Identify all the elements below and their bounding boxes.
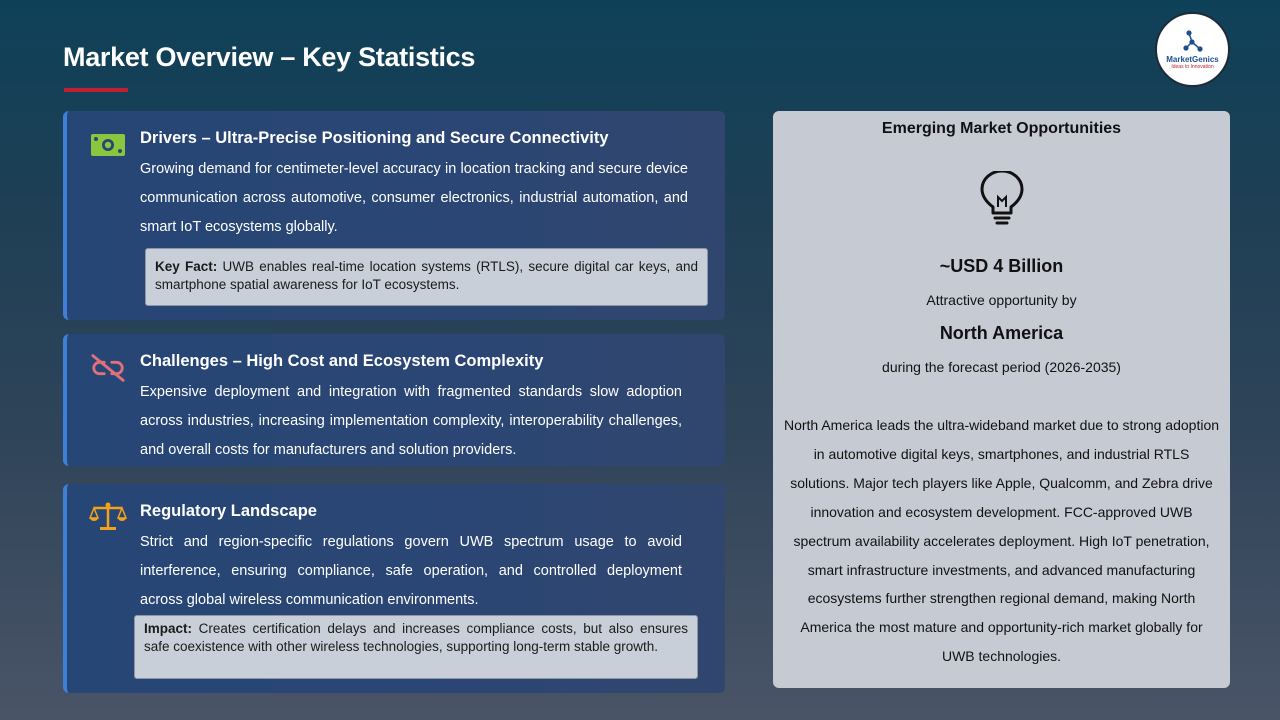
opportunity-description: North America leads the ultra-wideband market due to strong adoption in automotive digital keys, smartphones, and industrial RTLS solutions. Major tech players like Apple, Qualcomm, and Zebra drive innovation and ecosystem development. FCC-approved UWB spectrum availability accelerates deployment. High IoT penetration, smart infrastructure investments, and advanced manufacturing ecosystems further strengthen regional demand, making North America the most mature and opportunity-rich market globally for UWB technologies. <box>783 417 1220 665</box>
logo-name: MarketGenics <box>1166 55 1219 64</box>
market-value: ~USD 4 Billion <box>939 256 1064 276</box>
key-fact-box <box>145 248 708 306</box>
page-title: Market Overview – Key Statistics <box>63 42 476 72</box>
company-logo <box>1155 12 1230 87</box>
impact-text: Creates certification delays and increases compliance costs, but also ensures safe coexistence with other wireless technologies, supporting long-term stable growth. <box>144 621 688 654</box>
challenges-title: Challenges – High Cost and Ecosystem Complexity <box>140 352 544 370</box>
challenges-description: Expensive deployment and integration with fragmented standards slow adoption across industries, increasing implementation complexity, interoperability challenges, and overall costs for manufacturers and solution providers. <box>140 384 682 458</box>
regulatory-title: Regulatory Landscape <box>140 502 317 520</box>
challenges-card <box>63 334 725 466</box>
opportunities-panel <box>773 111 1230 688</box>
lightbulb-icon <box>978 171 1026 227</box>
drivers-card <box>63 111 725 320</box>
logo-tagline: Ideas to Innovation <box>1171 64 1214 70</box>
broken-link-icon <box>89 353 127 383</box>
key-fact-label: Key Fact: <box>155 259 218 274</box>
key-fact-text: UWB enables real-time location systems (RTLS), secure digital car keys, and smartphone spatial awareness for IoT ecosystems. <box>155 259 698 292</box>
opportunities-title: Emerging Market Opportunities <box>881 120 1122 137</box>
impact-label: Impact: <box>144 621 193 636</box>
forecast-period: during the forecast period (2026-2035) <box>882 359 1121 375</box>
drivers-description: Growing demand for centimeter-level accuracy in location tracking and secure device communication across automotive, consumer electronics, industrial automation, and smart IoT ecosystems globally. <box>140 161 688 235</box>
regulatory-description: Strict and region-specific regulations govern UWB spectrum usage to avoid interference, ensuring compliance, safe operation, and controlled deployment across global wireless communication environments. <box>140 534 682 608</box>
impact-box <box>134 615 698 679</box>
title-underline <box>64 88 128 92</box>
money-icon <box>89 130 127 160</box>
opportunity-subtitle: Attractive opportunity by <box>926 292 1077 308</box>
regulatory-card <box>63 484 725 693</box>
leading-region: North America <box>939 323 1064 343</box>
drivers-title: Drivers – Ultra-Precise Positioning and Secure Connectivity <box>140 129 609 147</box>
scales-icon <box>89 501 127 531</box>
molecule-icon <box>1182 29 1204 53</box>
